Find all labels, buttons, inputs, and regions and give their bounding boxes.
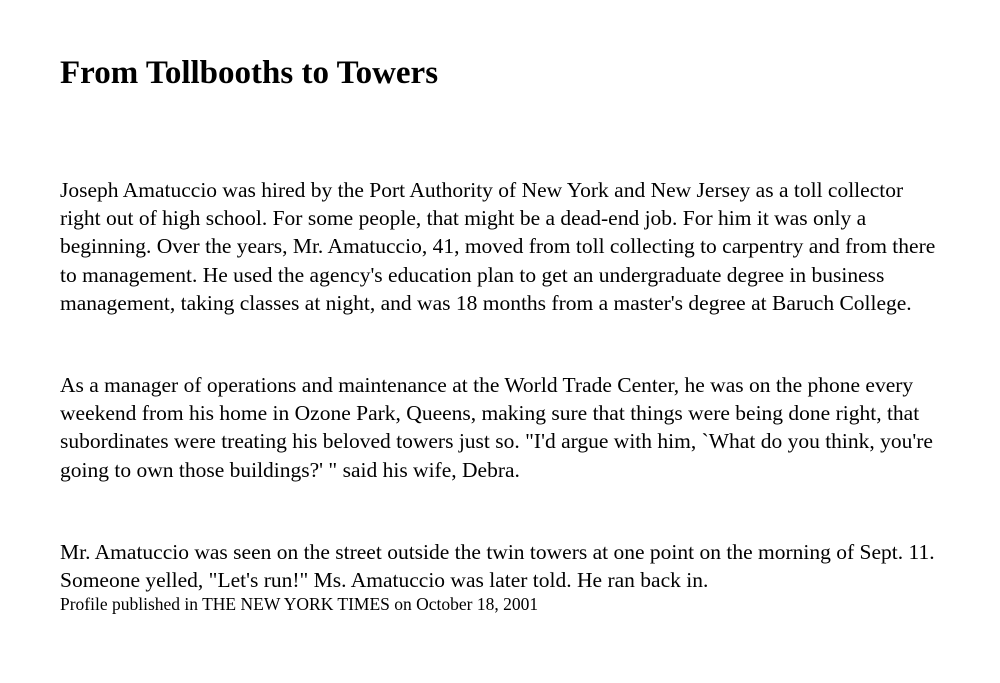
article-title: From Tollbooths to Towers [60, 55, 439, 91]
publication-credit: Profile published in THE NEW YORK TIMES on October 18, 2001 [60, 594, 539, 614]
article-paragraph-1: Joseph Amatuccio was hired by the Port Authority of New York and New Jersey as a toll collector right out of high school. For some people, that might be a dead-end job. For him it was only a beginning. Over the years, Mr. Amatuccio, 41, moved from toll collecting to carpentry and from there to management. He used the agency's education plan to get an undergraduate degree in business management, taking classes at night, and was 18 months from a master's degree at Baruch College. [60, 178, 936, 315]
article-paragraph-2: As a manager of operations and maintenance at the World Trade Center, he was on the phone every weekend from his home in Ozone Park, Queens, making sure that things were being done right, that subordinates were treating his beloved towers just so. "I'd argue with him, `What do you think, you're going to own those buildings?' " said his wife, Debra. [60, 373, 933, 482]
article-paragraph-3: Mr. Amatuccio was seen on the street outside the twin towers at one point on the morning of Sept. 11. Someone yelled, "Let's run!" Ms. Amatuccio was later told. He ran back in. [60, 540, 935, 593]
